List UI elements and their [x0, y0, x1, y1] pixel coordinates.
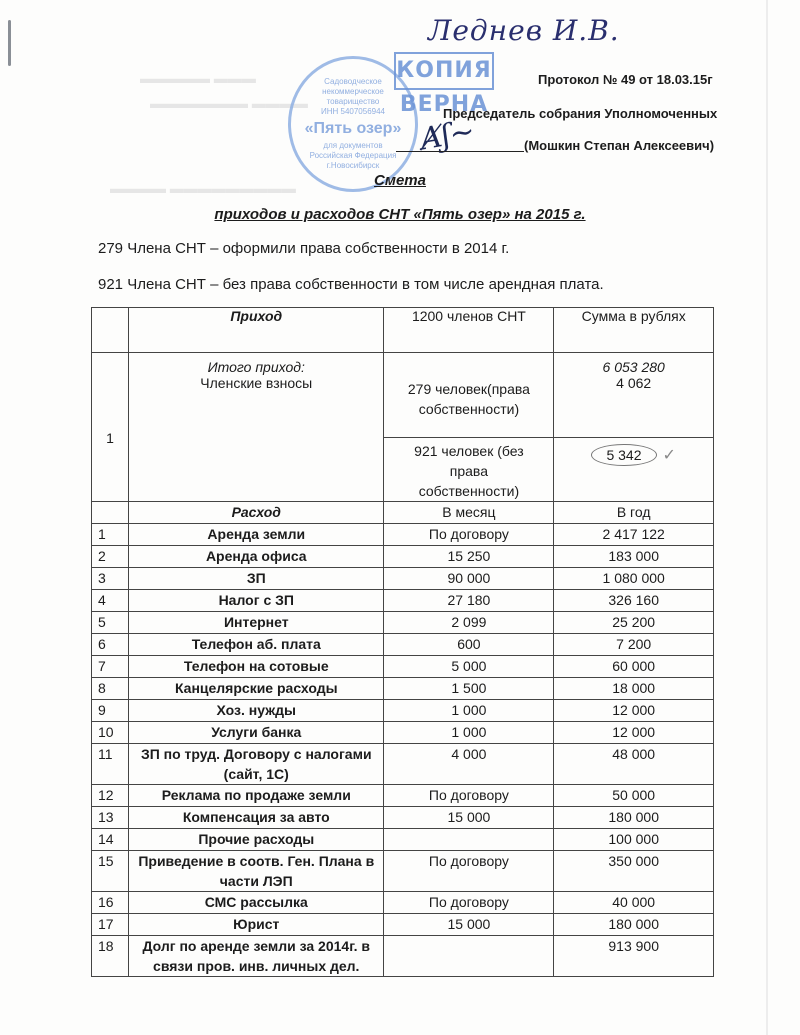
stamp-text: Садоводческое	[324, 77, 382, 86]
stamp-text: товарищество	[326, 97, 380, 106]
expense-row	[92, 678, 714, 700]
chairman-name: (Мошкин Степан Алексеевич)	[524, 138, 715, 153]
stamp-org-name: «Пять озер»	[304, 120, 402, 137]
expense-yearly: 60 000	[554, 656, 714, 678]
row-number: 11	[92, 744, 129, 785]
expense-row	[92, 892, 714, 914]
expense-monthly: По договору	[384, 524, 554, 546]
expense-monthly: 15 000	[384, 914, 554, 936]
stamp-text: для документов	[323, 141, 383, 150]
expense-yearly: 25 200	[554, 612, 714, 634]
header-cell	[92, 308, 129, 353]
row-number: 14	[92, 829, 129, 851]
row-number: 15	[92, 851, 129, 892]
expense-name: Юрист	[129, 914, 384, 936]
bleed-through-text: ▬▬▬▬ ▬▬▬▬▬▬▬▬▬	[110, 180, 296, 196]
expense-row	[92, 807, 714, 829]
expense-yearly: 100 000	[554, 829, 714, 851]
expense-name: Реклама по продаже земли	[129, 785, 384, 807]
expense-yearly: 183 000	[554, 546, 714, 568]
expense-row	[92, 634, 714, 656]
expense-yearly: 7 200	[554, 634, 714, 656]
expense-name: Приведение в соотв. Ген. Плана в части ЛЭП	[129, 851, 384, 892]
scan-edge	[766, 0, 768, 1035]
expense-row	[92, 612, 714, 634]
header-cell	[92, 502, 129, 524]
expense-name: Интернет	[129, 612, 384, 634]
expense-yearly: 12 000	[554, 700, 714, 722]
income-total-label: Итого приход:	[207, 359, 305, 375]
row-number: 18	[92, 936, 129, 977]
expense-monthly: 27 180	[384, 590, 554, 612]
header-cell-income: Приход	[129, 308, 384, 353]
expense-monthly	[384, 936, 554, 977]
expense-name: Компенсация за авто	[129, 807, 384, 829]
expense-name: Долг по аренде земли за 2014г. в связи пров. инв. личных дел.	[129, 936, 384, 977]
handwritten-note: Леднев И.В.	[428, 14, 620, 47]
expense-name: Налог с ЗП	[129, 590, 384, 612]
expense-monthly: По договору	[384, 851, 554, 892]
row-number: 16	[92, 892, 129, 914]
expense-yearly: 350 000	[554, 851, 714, 892]
header-cell-year: В год	[554, 502, 714, 524]
row-number: 1	[92, 353, 129, 502]
expense-name: Аренда земли	[129, 524, 384, 546]
member-group-label: 921 человек (без права собственности)	[414, 443, 524, 499]
row-number: 17	[92, 914, 129, 936]
staple-mark	[8, 20, 11, 66]
expense-row	[92, 700, 714, 722]
expense-monthly: 15 000	[384, 807, 554, 829]
expense-yearly: 12 000	[554, 722, 714, 744]
expense-monthly: По договору	[384, 892, 554, 914]
income-group-cell	[384, 353, 554, 438]
expense-header-row	[92, 502, 714, 524]
expense-row	[92, 829, 714, 851]
expense-row	[92, 914, 714, 936]
document-title: Смета	[374, 172, 426, 189]
row-number: 5	[92, 612, 129, 634]
expense-monthly: 90 000	[384, 568, 554, 590]
expense-monthly: 1 000	[384, 700, 554, 722]
expense-row	[92, 936, 714, 977]
signature: Ⱥʃ~	[417, 113, 478, 158]
income-row	[92, 353, 714, 438]
row-number: 10	[92, 722, 129, 744]
row-number: 1	[92, 524, 129, 546]
stamp-text: г.Новосибирск	[326, 161, 380, 170]
income-item-cell	[129, 353, 384, 502]
expense-yearly: 50 000	[554, 785, 714, 807]
row-number: 6	[92, 634, 129, 656]
budget-table	[91, 307, 714, 977]
header-cell-expense: Расход	[129, 502, 384, 524]
expense-yearly: 48 000	[554, 744, 714, 785]
expense-row	[92, 744, 714, 785]
income-header-row	[92, 308, 714, 353]
members-with-ownership-note: 279 Члена СНТ – оформили права собственности в 2014 г.	[98, 240, 510, 257]
expense-monthly: 2 099	[384, 612, 554, 634]
document-subtitle: приходов и расходов СНТ «Пять озер» на 2015 г.	[214, 206, 586, 223]
expense-yearly: 18 000	[554, 678, 714, 700]
income-total-amount: 6 053 280	[602, 359, 665, 375]
expense-monthly: 600	[384, 634, 554, 656]
signature-line	[396, 151, 524, 152]
expense-row	[92, 851, 714, 892]
expense-yearly: 40 000	[554, 892, 714, 914]
bleed-through-text: ▬▬▬▬▬ ▬▬▬	[140, 70, 256, 86]
header-cell-members: 1200 членов СНТ	[384, 308, 554, 353]
expense-monthly: 15 250	[384, 546, 554, 568]
expense-name: ЗП по труд. Договору с налогами (сайт, 1С)	[129, 744, 384, 785]
expense-row	[92, 656, 714, 678]
expense-monthly	[384, 829, 554, 851]
expense-name: Прочие расходы	[129, 829, 384, 851]
expense-monthly: 1 500	[384, 678, 554, 700]
income-amount-cell	[554, 438, 714, 502]
expense-name: Аренда офиса	[129, 546, 384, 568]
bleed-through-text: ▬▬▬▬▬▬▬ ▬▬▬▬	[150, 95, 308, 111]
stamp-inn: ИНН 5407056944	[320, 107, 386, 116]
income-item-label: Членские взносы	[200, 375, 313, 391]
row-number: 9	[92, 700, 129, 722]
stamp-text: Российская Федерация	[309, 151, 397, 160]
expense-row	[92, 722, 714, 744]
row-number: 8	[92, 678, 129, 700]
expense-yearly: 913 900	[554, 936, 714, 977]
chairman-title: Председатель собрания Уполномоченных	[443, 106, 718, 121]
expense-row	[92, 568, 714, 590]
expense-name: Услуги банка	[129, 722, 384, 744]
expense-name: Канцелярские расходы	[129, 678, 384, 700]
expense-yearly: 1 080 000	[554, 568, 714, 590]
expense-monthly: 1 000	[384, 722, 554, 744]
header-cell-amount: Сумма в рублях	[554, 308, 714, 353]
income-group-cell	[384, 438, 554, 502]
row-number: 12	[92, 785, 129, 807]
expense-yearly: 326 160	[554, 590, 714, 612]
expense-monthly: По договору	[384, 785, 554, 807]
stamp-text: некоммерческое	[322, 87, 384, 96]
expense-row	[92, 546, 714, 568]
members-without-ownership-note: 921 Члена СНТ – без права собственности в том числе арендная плата.	[98, 276, 604, 293]
expense-monthly: 4 000	[384, 744, 554, 785]
expense-row	[92, 590, 714, 612]
expense-yearly: 180 000	[554, 807, 714, 829]
expense-name: Телефон на сотовые	[129, 656, 384, 678]
income-amount: 4 062	[616, 375, 652, 391]
expense-rows	[92, 524, 714, 977]
row-number: 4	[92, 590, 129, 612]
row-number: 2	[92, 546, 129, 568]
row-number: 7	[92, 656, 129, 678]
member-group-label: 279 человек(права собственности)	[407, 381, 530, 417]
protocol-reference: Протокол № 49 от 18.03.15г	[538, 72, 713, 87]
expense-monthly: 5 000	[384, 656, 554, 678]
expense-yearly: 2 417 122	[554, 524, 714, 546]
income-amount-cell	[554, 353, 714, 438]
header-cell-month: В месяц	[384, 502, 554, 524]
expense-row	[92, 785, 714, 807]
row-number: 3	[92, 568, 129, 590]
expense-name: ЗП	[129, 568, 384, 590]
expense-name: Телефон аб. плата	[129, 634, 384, 656]
expense-name: СМС рассылка	[129, 892, 384, 914]
checkmark-icon: ✓	[662, 447, 676, 464]
circled-amount: 5 342	[591, 444, 656, 466]
expense-name: Хоз. нужды	[129, 700, 384, 722]
expense-row	[92, 524, 714, 546]
expense-yearly: 180 000	[554, 914, 714, 936]
row-number: 13	[92, 807, 129, 829]
copy-certified-stamp: КОПИЯ ВЕРНА	[394, 52, 494, 90]
